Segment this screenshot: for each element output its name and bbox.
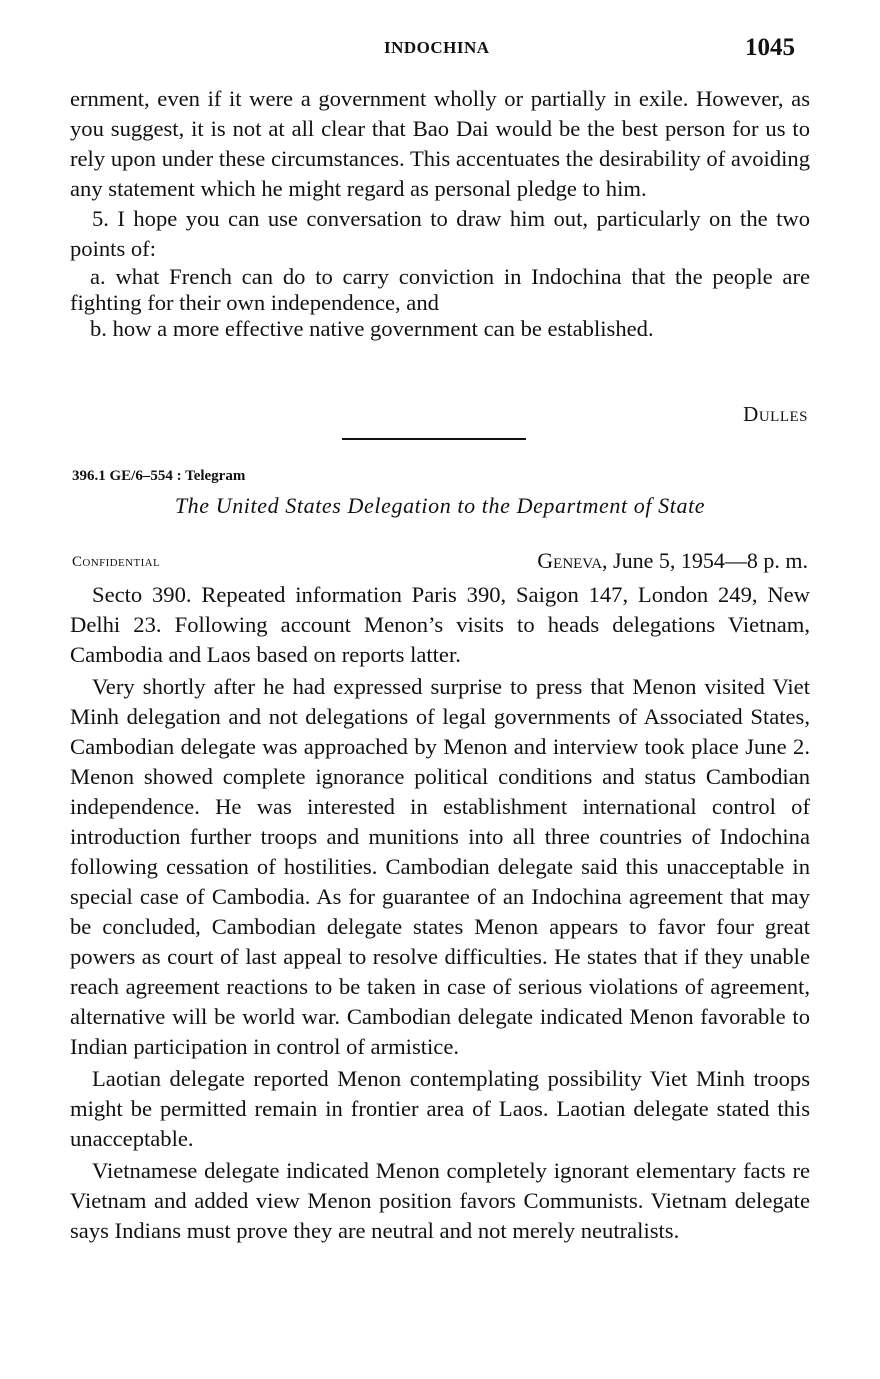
- running-title: INDOCHINA: [384, 38, 490, 57]
- page-number: 1045: [745, 34, 795, 61]
- continued-text-block: [70, 84, 810, 342]
- dateline: [537, 548, 808, 574]
- list-item-b: b. how a more effective native government can be established.: [90, 316, 654, 341]
- telegram-paragraph: Very shortly after he had expressed surprise to press that Menon visited Viet Minh delegation and not delegations of legal governments of Associated States, Cambodian delegate was approached by Menon and interview took place June 2. Menon showed complete ignorance political conditions and status Cambodian independence. He was interested in establishment international control of introduction further troops and munitions into all three countries of Indochina following cessation of hostilities. Cambodian delegate said this unacceptable in special case of Cambodia. As for guarantee of an Indochina agreement that may be concluded, Cambodian delegate states Menon appears to favor four great powers as court of last appeal to resolve difficulties. He states that if they unable reach agreement reactions to be taken in case of serious violations of agreement, alternative will be world war. Cambodian delegate indicated Menon favorable to Indian participation in control of armistice.: [70, 674, 810, 1059]
- file-reference: 396.1 GE/6–554 : Telegram: [72, 468, 246, 484]
- telegram-paragraph: Secto 390. Repeated information Paris 390, Saigon 147, London 249, New Delhi 23. Following account Menon’s visits to heads delegations Vietnam, Cambodia and Laos based on reports latter.: [70, 582, 810, 667]
- dateline-place: Geneva,: [537, 548, 608, 573]
- classification-label: Confidential: [72, 554, 161, 570]
- running-header: [0, 34, 880, 64]
- signature: Dulles: [743, 402, 808, 426]
- telegram-body: [70, 580, 810, 1248]
- section-divider: [342, 438, 526, 440]
- continued-paragraph: ernment, even if it were a government wholly or partially in exile. However, as you suggest, it is not at all clear that Bao Dai would be the best person for us to rely upon under these circumstances. This accentuates the desirability of avoiding any statement which he might regard as personal pledge to him.: [70, 86, 810, 201]
- point-5-paragraph: 5. I hope you can use conversation to draw him out, particularly on the two points of:: [70, 206, 810, 261]
- list-item-a: a. what French can do to carry conviction in Indochina that the people are fighting for their own independence, and: [70, 264, 810, 315]
- telegram-paragraph: Laotian delegate reported Menon contemplating possibility Viet Minh troops might be permitted remain in frontier area of Laos. Laotian delegate stated this unacceptable.: [70, 1066, 810, 1151]
- document-title: The United States Delegation to the Department of State: [174, 493, 706, 518]
- telegram-paragraph: Vietnamese delegate indicated Menon completely ignorant elementary facts re Vietnam and added view Menon position favors Communists. Vietnam delegate says Indians must prove they are neutral and not merely neutralists.: [70, 1158, 810, 1243]
- dateline-date: June 5, 1954—8 p. m.: [607, 548, 808, 573]
